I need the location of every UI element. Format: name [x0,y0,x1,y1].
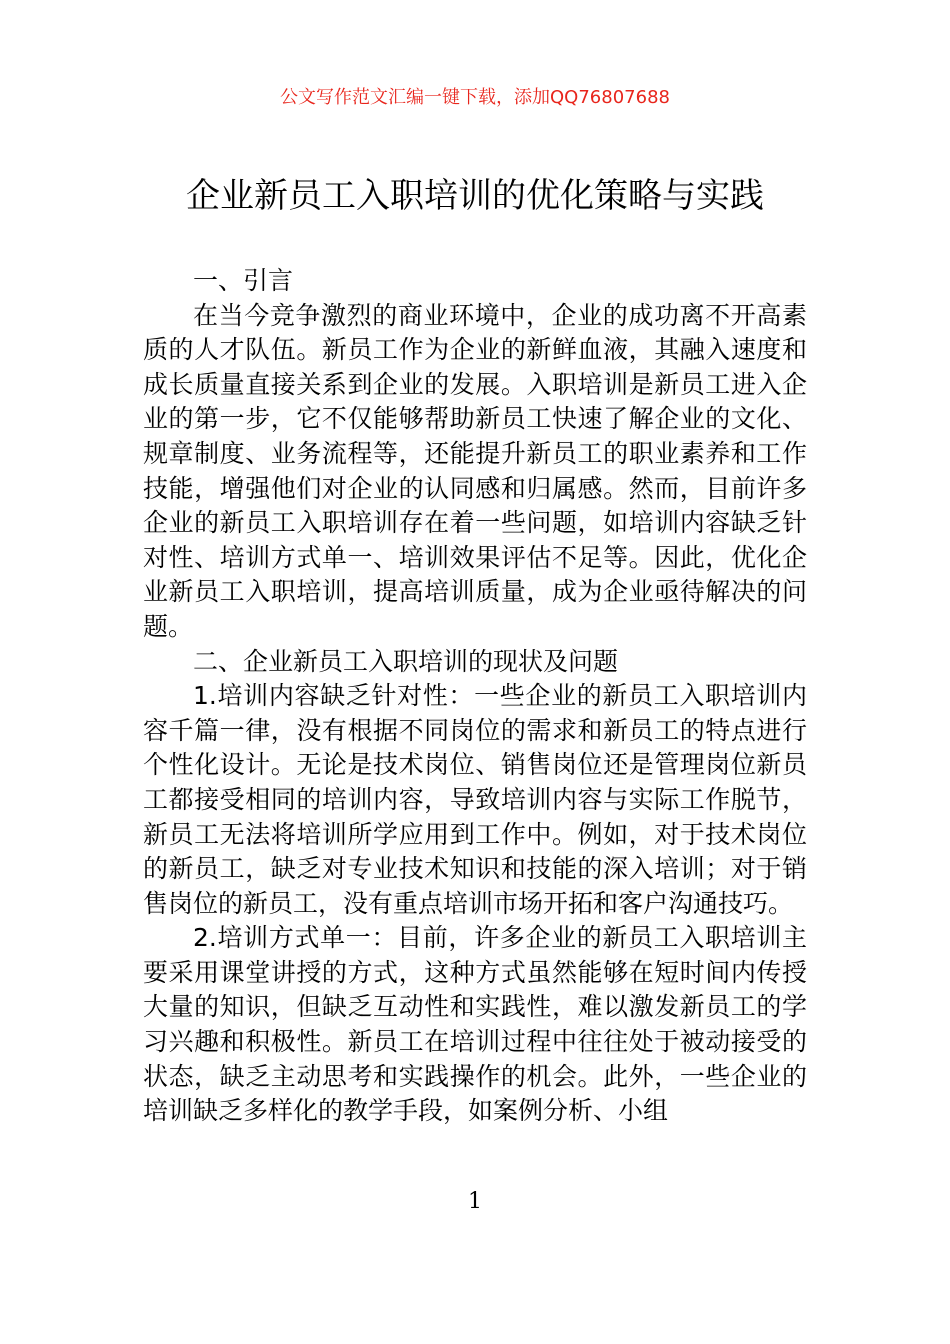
section-heading-status: 二、企业新员工入职培训的现状及问题 [193,646,619,676]
body-paragraph: 2.培训方式单一：目前，许多企业的新员工入职培训主要采用课堂讲授的方式，这种方式虽然能够在短时间内传授大量的知识，但缺乏互动性和实践性，难以激发新员工的学习兴趣和积极性。新员工在培训过程中往往处于被动接受的状态，缺乏主动思考和实践操作的机会。此外，一些企业的培训缺乏多样化的教学手段，如案例分析、小组 [143,923,807,1126]
document-body [143,264,807,1129]
page-number: 1 [468,1189,482,1214]
body-paragraph: 1.培训内容缺乏针对性：一些企业的新员工入职培训内容千篇一律，没有根据不同岗位的需求和新员工的特点进行个性化设计。无论是技术岗位、销售岗位还是管理岗位新员工都接受相同的培训内容，导致培训内容与实际工作脱节，新员工无法将培训所学应用到工作中。例如，对于技术岗位的新员工，缺乏对专业技术知识和技能的深入培训；对于销售岗位的新员工，没有重点培训市场开拓和客户沟通技巧。 [143,681,807,918]
body-paragraph: 在当今竞争激烈的商业环境中，企业的成功离不开高素质的人才队伍。新员工作为企业的新鲜血液，其融入速度和成长质量直接关系到企业的发展。入职培训是新员工进入企业的第一步，它不仅能够帮助新员工快速了解企业的文化、规章制度、业务流程等，还能提升新员工的职业素养和工作技能，增强他们对企业的认同感和归属感。然而，目前许多企业的新员工入职培训存在着一些问题，如培训内容缺乏针对性、培训方式单一、培训效果评估不足等。因此，优化企业新员工入职培训，提高培训质量，成为企业亟待解决的问题。 [143,300,807,641]
section-heading-intro: 一、引言 [193,266,294,295]
document-title: 企业新员工入职培训的优化策略与实践 [186,176,764,216]
download-banner: 公文写作范文汇编一键下载，添加QQ76807688 [280,87,670,108]
